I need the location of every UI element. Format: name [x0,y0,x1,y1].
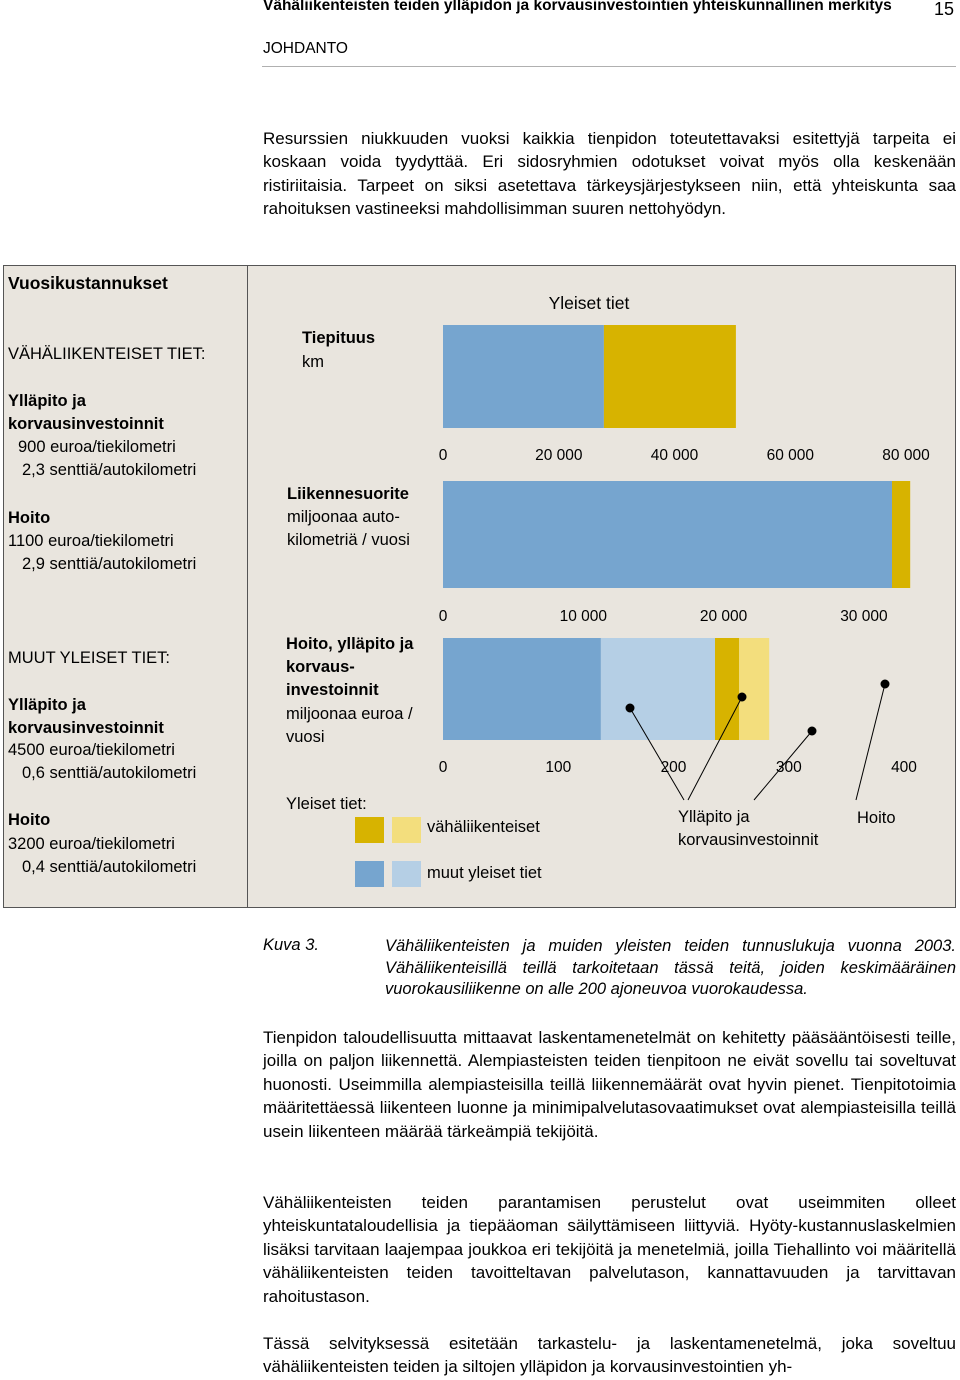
body-paragraph-1: Tienpidon taloudellisuutta mittaavat laskentamenetelmät on kehitetty pääsääntöisesti teille, joilla on paljon liikennettä. Alempiasteisten teiden tienpitoon ne eivät sovellu tai soveltuvat huonosti. Useimmilla alempiasteisilla teillä liikennemäärät ovat hyvin pienet. Tienpitotoimia määritettäessä liikenteen luonne ja minimipalvelutasovaatimukset ovat alempiasteisilla teillä usein liikenteen määrää tärkeämpiä tekijöitä. [263,1028,956,1141]
cost-tick-label: 400 [891,759,917,776]
length-tick-label: 60 000 [766,447,815,464]
legend-maint-label-2: korvausinvestoinnit [678,831,819,849]
other-roads-care-line1: 3200 euroa/tiekilometri [8,835,175,853]
legend-swatches [355,817,421,887]
cost-tick-label: 0 [438,759,448,776]
length-tick-label: 0 [438,447,448,464]
body-paragraph-3: Tässä selvityksessä esitetään tarkastelu- ja laskentamenetelmä, joka soveltuu vähäliikenteisten teiden ja siltojen ylläpidon ja korvausinvestointien yh- [263,1334,956,1377]
running-header-title: Vähäliikenteisten teiden ylläpidon ja korvausinvestointien yhteiskunnallinen merkitys [263,0,892,14]
low-traffic-care-line2: 2,9 senttiä/autokilometri [22,555,197,573]
leader-line-low-care [856,684,885,800]
leader-dot [626,704,634,712]
legend-swatch-low-maint [355,817,384,843]
length-tick-label: 20 000 [535,447,583,464]
running-header-section: JOHDANTO [263,40,348,57]
low-traffic-title: VÄHÄLIIKENTEISET TIET: [8,345,206,363]
low-traffic-care-label: Hoito [8,509,51,527]
figure-caption-text: Vähäliikenteisten ja muiden yleisten teiden tunnuslukuja vuonna 2003. Vähäliikenteisillä teillä tarkoitetaan tässä teitä, joiden keskimääräinen vuorokausiliikenne on alle 200 ajoneuvoa vuorokaudessa. [385,937,956,999]
leader-dot [808,727,816,735]
cost-tick-label: 200 [660,759,687,776]
traffic-tick-label: 0 [438,608,448,625]
bar-length-low-traffic [604,325,736,428]
legend-low-traffic-label: vähäliikenteiset [427,818,540,836]
other-roads-title: MUUT YLEISET TIET: [8,649,170,667]
low-traffic-maint-line2: 2,3 senttiä/autokilometri [22,461,197,479]
bar-cost-other-maint [443,638,601,740]
bar-length-other-roads [443,325,604,428]
body-paragraph-2: Vähäliikenteisten teiden parantamisen perustelut ovat useimmiten olleet yhteiskuntataloudellisia ja tiepääoman säilyttämiseen liittyviä. Hyöty-kustannuslaskelmien lisäksi tarvitaan laajempaa joukkoa eri tekijöitä ja menetelmiä, joilla Tiehallinto voi määritellä vähäliikenteisten teiden tavoitteltavan palvelutason, kannattavuuden ja tarvittavan rahoitustason. [263,1193,956,1306]
low-traffic-maint-label: Ylläpito ja korvausinvestoinnit [8,392,164,434]
length-bar-chart [439,325,930,464]
length-tick-label: 80 000 [882,447,930,464]
metric-costs-unit-1: miljoonaa euroa / [286,705,413,723]
leader-dot [881,680,889,688]
metric-traffic-unit-2: kilometriä / vuosi [287,531,410,549]
metric-costs-title-3: investoinnit [286,681,379,699]
traffic-tick-label: 20 000 [699,608,748,625]
bar-cost-other-care [601,638,715,740]
bar-traffic-low-traffic [892,481,910,588]
metric-costs-unit-2: vuosi [286,728,325,746]
intro-paragraph: Resurssien niukkuuden vuoksi kaikkia tienpidon toteutettavaksi esitettyjä tarpeita ei koskaan voida tyydyttää. Eri sidosryhmien odotukset voivat myös olla keskenään ristiriitaisia. Tarpeet on siksi asetettava tärkeysjärjestykseen niin, että yhteiskunta saa rahoituksen vastineeksi mahdollisimman suuren nettohyödyn. [263,129,956,219]
traffic-tick-label: 10 000 [559,608,608,625]
length-tick-label: 40 000 [650,447,699,464]
metric-traffic-title: Liikennesuorite [287,485,409,503]
traffic-bar-chart [439,481,911,625]
traffic-tick-label: 30 000 [840,608,888,625]
leader-dot [738,693,746,701]
low-traffic-care-line1: 1100 euroa/tiekilometri [8,532,174,550]
other-roads-maint-line1: 4500 euroa/tiekilometri [8,741,175,759]
low-traffic-maint-line1: 900 euroa/tiekilometri [18,438,176,456]
metric-costs-title-2: korvaus- [286,658,355,676]
page-number: 15 [934,0,955,19]
cost-tick-label: 300 [775,759,802,776]
cost-bar-chart [439,638,918,776]
legend-swatch-other-care [392,861,421,887]
other-roads-maint-line2: 0,6 senttiä/autokilometri [22,764,197,782]
leader-line-low-maint [754,731,812,800]
figure-caption-number: Kuva 3. [263,936,319,954]
legend-care-label: Hoito [857,809,896,827]
legend-other-label: muut yleiset tiet [427,864,542,882]
bar-cost-low-care [739,638,769,740]
metric-traffic-unit-1: miljoonaa auto- [287,508,400,526]
legend-maint-label-1: Ylläpito ja [678,808,750,826]
legend-swatch-low-care [392,817,421,843]
other-roads-care-label: Hoito [8,811,51,829]
other-roads-care-line2: 0,4 senttiä/autokilometri [22,858,197,876]
metric-length-title: Tiepituus [302,329,376,347]
legend-swatch-other-maint [355,861,384,887]
cost-tick-label: 100 [545,759,572,776]
other-roads-maint-label: Ylläpito ja korvausinvestoinnit [8,696,164,738]
chart-title: Yleiset tiet [548,293,630,313]
metric-costs-title-1: Hoito, ylläpito ja [286,635,414,653]
legend-title: Yleiset tiet: [286,795,367,813]
panel-heading: Vuosikustannukset [8,273,168,293]
bar-traffic-other-roads [443,481,892,588]
metric-length-unit: km [302,353,324,371]
